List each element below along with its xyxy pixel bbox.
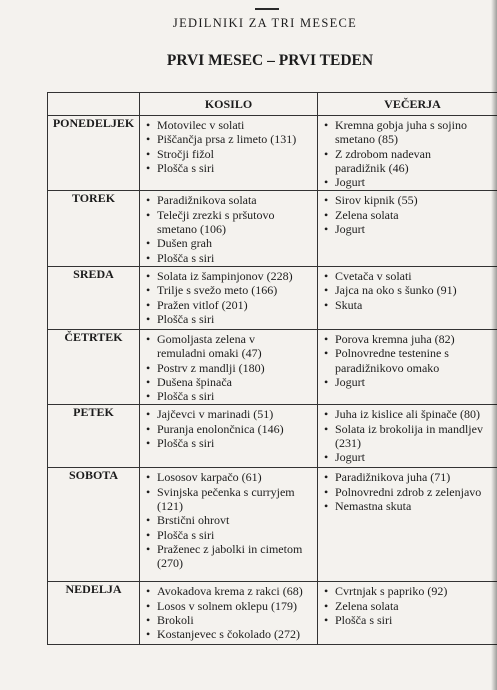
day-label: SOBOTA — [48, 468, 140, 582]
list-item: • Jajca na oko s šunko (91) — [324, 283, 497, 297]
list-item: • Paradižnikova juha (71) — [324, 470, 497, 484]
list-item: • Pražen vitlof (201) — [146, 298, 315, 312]
list-item: • Brokoli — [146, 613, 315, 627]
kosilo-cell — [140, 405, 318, 468]
list-item: • Stročji fižol — [146, 147, 315, 161]
list-item: (121) — [157, 499, 183, 514]
weekly-menu-table — [47, 92, 497, 645]
day-label: PONEDELJEK — [48, 116, 140, 191]
running-title: JEDILNIKI ZA TRI MESECE — [172, 16, 358, 30]
list-item: • Nemastna skuta — [324, 499, 497, 513]
list-item: • Plošča s siri — [146, 389, 315, 403]
list-item: • Zelena solata — [324, 599, 497, 613]
table-row — [48, 405, 497, 468]
day-label: NEDELJA — [48, 582, 140, 645]
kosilo-list — [140, 267, 317, 327]
kosilo-cell — [140, 191, 318, 266]
list-item: • Zelena solata — [324, 208, 497, 222]
list-item: smetano (85) — [335, 132, 398, 147]
list-item: • Solata iz brokolija in mandljev — [324, 422, 497, 436]
list-item: • Kostanjevec s čokolado (272) — [146, 627, 315, 641]
vecerja-list — [318, 468, 497, 514]
list-item: • Jogurt — [324, 375, 497, 389]
header-kosilo: KOSILO — [140, 93, 318, 116]
list-item: • Jogurt — [324, 175, 497, 189]
list-item: • Paradižnikova solata — [146, 193, 315, 207]
vecerja-list — [318, 330, 497, 390]
list-item: remuladni omaki (47) — [157, 346, 262, 361]
list-item: • Polnovredni zdrob z zelenjavo — [324, 485, 497, 499]
kosilo-cell — [140, 582, 318, 645]
header-rule — [255, 8, 279, 10]
list-item: • Praženec z jabolki in cimetom — [146, 542, 315, 556]
kosilo-cell — [140, 329, 318, 404]
list-item: • Dušen grah — [146, 236, 315, 250]
list-item: • Piščančja prsa z limeto (131) — [146, 132, 315, 146]
vecerja-cell — [318, 191, 497, 266]
header-day — [48, 93, 140, 116]
list-item: • Jogurt — [324, 222, 497, 236]
list-item: • Telečji zrezki s pršutovo — [146, 208, 315, 222]
day-label: ČETRTEK — [48, 329, 140, 404]
table-row — [48, 468, 497, 582]
day-label: SREDA — [48, 266, 140, 329]
list-item: • Puranja enolončnica (146) — [146, 422, 315, 436]
list-item: • Lososov karpačo (61) — [146, 470, 315, 484]
list-item: • Sirov kipnik (55) — [324, 193, 497, 207]
table-header-row — [48, 93, 497, 116]
list-item: • Z zdrobom nadevan — [324, 147, 497, 161]
list-item: • Jajčevci v marinadi (51) — [146, 407, 315, 421]
vecerja-cell — [318, 405, 497, 468]
table-row — [48, 582, 497, 645]
list-item: • Skuta — [324, 298, 497, 312]
list-item: • Gomoljasta zelena v — [146, 332, 315, 346]
vecerja-cell — [318, 266, 497, 329]
kosilo-cell — [140, 116, 318, 191]
kosilo-list — [140, 582, 317, 642]
list-item: • Polnovredne testenine s — [324, 346, 497, 360]
kosilo-list — [140, 116, 317, 176]
list-item: • Plošča s siri — [146, 528, 315, 542]
kosilo-list — [140, 468, 317, 571]
table-row — [48, 191, 497, 266]
vecerja-cell — [318, 468, 497, 582]
table-row — [48, 329, 497, 404]
list-item: • Solata iz šampinjonov (228) — [146, 269, 315, 283]
table-body — [48, 116, 497, 645]
vecerja-list — [318, 191, 497, 237]
list-item: • Avokadova krema z rakci (68) — [146, 584, 315, 598]
list-item: • Plošča s siri — [146, 161, 315, 175]
header-vecerja: VEČERJA — [318, 93, 497, 116]
list-item: • Cvrtnjak s papriko (92) — [324, 584, 497, 598]
kosilo-list — [140, 191, 317, 265]
list-item: • Losos v solnem oklepu (179) — [146, 599, 315, 613]
list-item: • Porova kremna juha (82) — [324, 332, 497, 346]
vecerja-list — [318, 582, 497, 628]
list-item: paradižnik (46) — [335, 160, 409, 175]
table-row — [48, 116, 497, 191]
list-item: • Postrv z mandlji (180) — [146, 361, 315, 375]
kosilo-list — [140, 405, 317, 451]
list-item: • Dušena špinača — [146, 375, 315, 389]
day-label: TOREK — [48, 191, 140, 266]
kosilo-list — [140, 330, 317, 404]
vecerja-cell — [318, 582, 497, 645]
list-item: • Plošča s siri — [146, 312, 315, 326]
kosilo-cell — [140, 468, 318, 582]
vecerja-list — [318, 405, 497, 465]
table-row — [48, 266, 497, 329]
list-item: • Trilje s svežo meto (166) — [146, 283, 315, 297]
vecerja-cell — [318, 329, 497, 404]
page-title: PRVI MESEC – PRVI TEDEN — [166, 52, 374, 69]
list-item: • Plošča s siri — [146, 251, 315, 265]
page-gutter-shadow — [491, 0, 497, 690]
list-item: (231) — [335, 436, 361, 451]
list-item: smetano (106) — [157, 222, 226, 237]
list-item: (270) — [157, 556, 183, 571]
list-item: • Motovilec v solati — [146, 118, 315, 132]
kosilo-cell — [140, 266, 318, 329]
list-item: • Cvetača v solati — [324, 269, 497, 283]
vecerja-list — [318, 116, 497, 190]
list-item: • Svinjska pečenka s curryjem — [146, 485, 315, 499]
list-item: • Juha iz kislice ali špinače (80) — [324, 407, 497, 421]
list-item: • Brstični ohrovt — [146, 513, 315, 527]
vecerja-list — [318, 267, 497, 313]
list-item: • Plošča s siri — [324, 613, 497, 627]
day-label: PETEK — [48, 405, 140, 468]
list-item: paradižnikovo omako — [335, 360, 440, 375]
vecerja-cell — [318, 116, 497, 191]
list-item: • Plošča s siri — [146, 436, 315, 450]
list-item: • Jogurt — [324, 450, 497, 464]
list-item: • Kremna gobja juha s sojino — [324, 118, 497, 132]
